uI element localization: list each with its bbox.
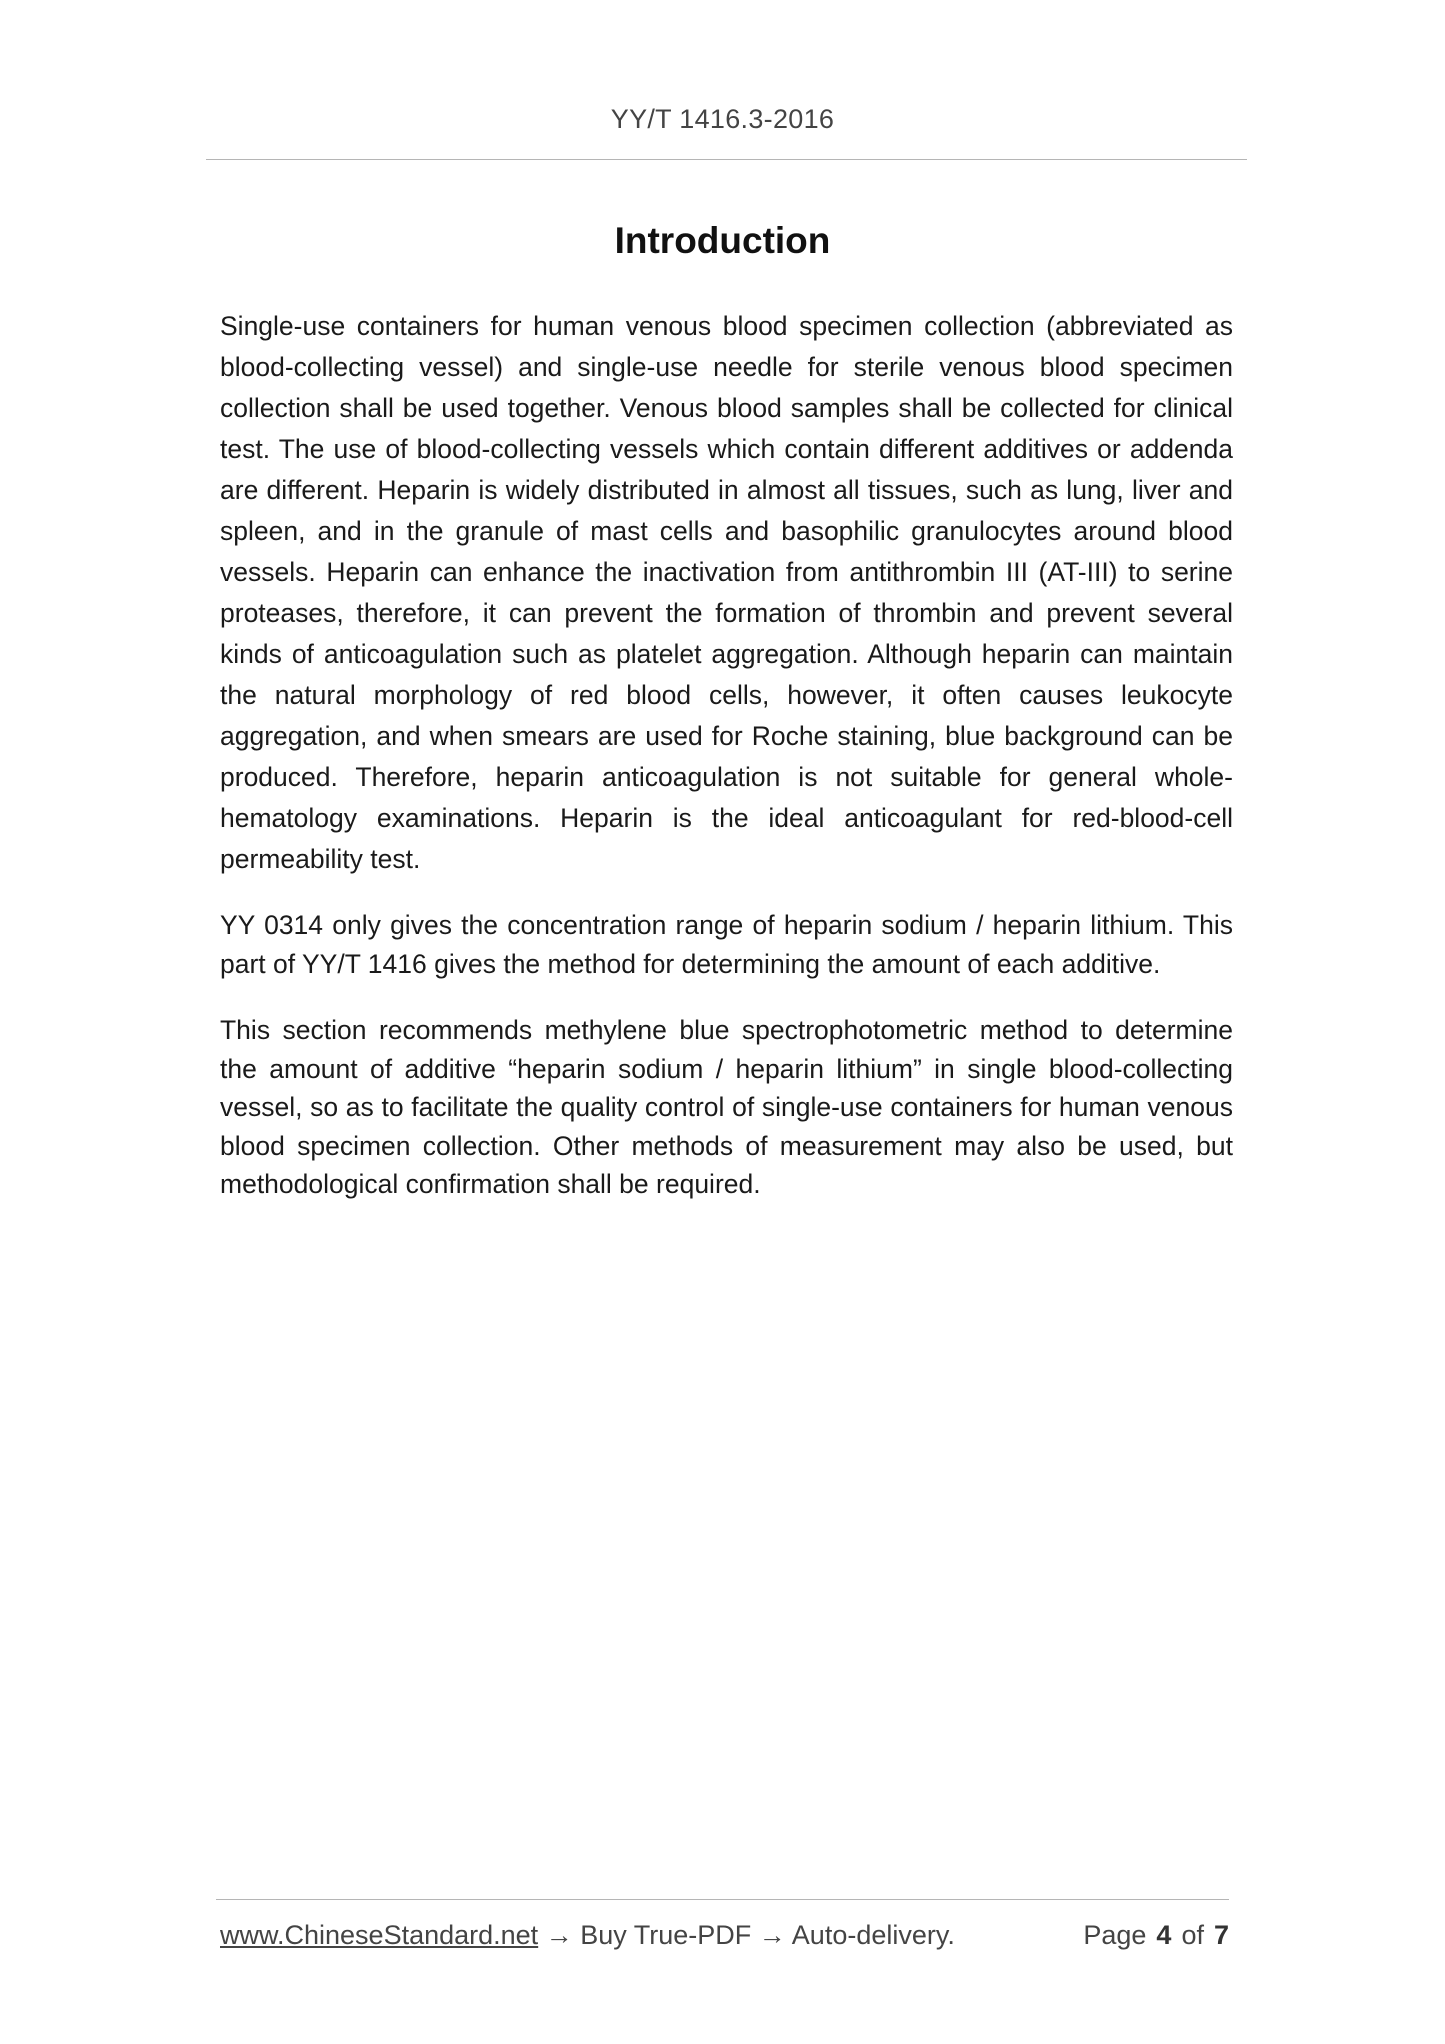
arrow-right-icon: → (545, 1920, 573, 1950)
page-footer (220, 1920, 1229, 1956)
paragraph-yy0314: YY 0314 only gives the concentration range of heparin sodium / heparin lithium. This part of YY/T 1416 gives the method for determining the amount of each additive. (220, 910, 1233, 979)
of-label: of (1181, 1920, 1204, 1950)
total-page-count: 7 (1213, 1920, 1229, 1950)
header-divider (206, 159, 1247, 160)
footer-promo (220, 1920, 955, 1951)
body-text (220, 306, 1233, 1204)
footer-divider (216, 1899, 1229, 1900)
page-header-standard-code: YY/T 1416.3-2016 (610, 104, 835, 134)
page-number (1083, 1920, 1229, 1951)
website-link[interactable]: www.ChineseStandard.net (220, 1920, 539, 1950)
paragraph-introduction: Single-use containers for human venous blood specimen collection (abbreviated as blood-collecting vessel) and single-use needle for sterile venous blood specimen collection shall be used together. Venous blood samples shall be collected for clinical test. The use of blood-collecting vessels which contain different additives or addenda are different. Heparin is widely distributed in almost all tissues, such as lung, liver and spleen, and in the granule of mast cells and basophilic granulocytes around blood vessels. Heparin can enhance the inactivation from antithrombin III (AT-III) to serine proteases, therefore, it can prevent the formation of thrombin and prevent several kinds of anticoagulation such as platelet aggregation. Although heparin can maintain the natural morphology of red blood cells, however, it often causes leukocyte aggregation, and when smears are used for Roche staining, blue background can be produced. Therefore, heparin anticoagulation is not suitable for general whole-hematology examinations. Heparin is the ideal anticoagulant for red-blood-cell permeability test. (220, 311, 1233, 874)
footer-step-buy: Buy True-PDF (580, 1920, 752, 1950)
page-label: Page (1083, 1920, 1147, 1950)
current-page-number: 4 (1156, 1920, 1172, 1950)
arrow-right-icon: → (758, 1920, 786, 1950)
page-title: Introduction (614, 220, 831, 261)
footer-step-delivery: Auto-delivery. (791, 1920, 955, 1950)
paragraph-method-recommendation: This section recommends methylene blue spectrophotometric method to determine the amount of additive “heparin sodium / heparin lithium” in single blood-collecting vessel, so as to facilitate the quality control of single-use containers for human venous blood specimen collection. Other methods of measurement may also be used, but methodological confirmation shall be required. (220, 1015, 1233, 1199)
